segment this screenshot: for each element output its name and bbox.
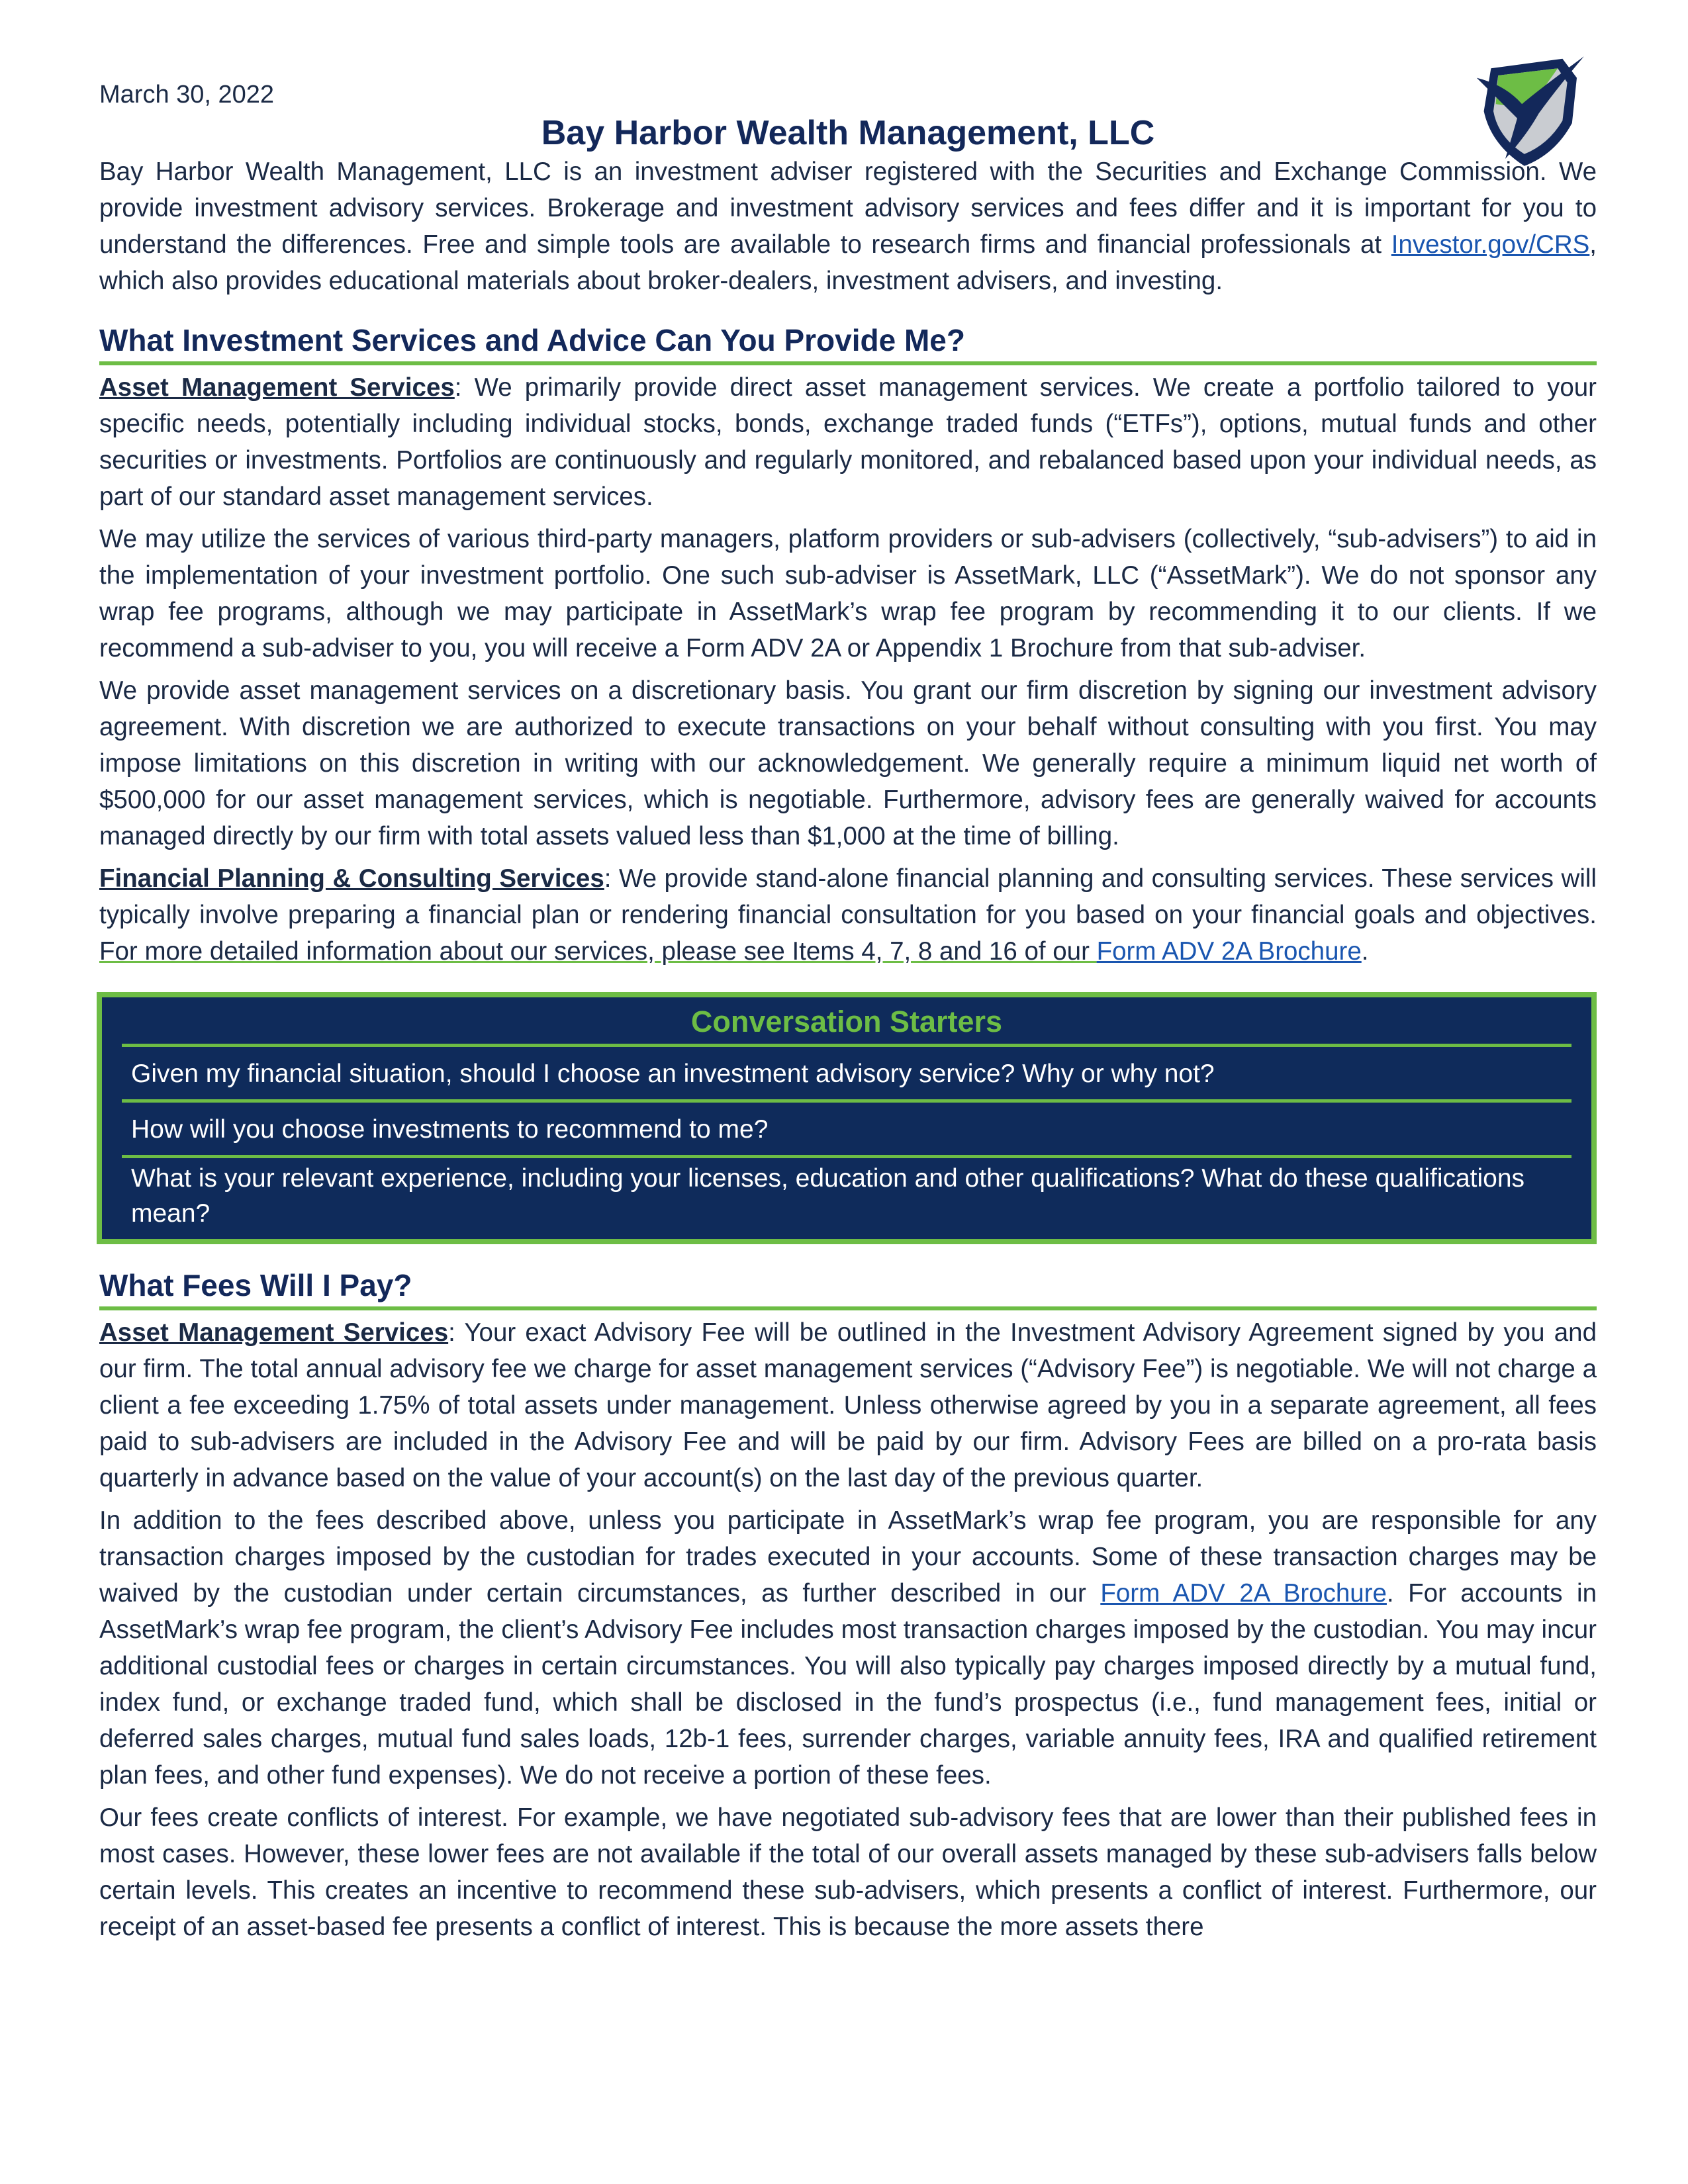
advisory-fee-paragraph: Asset Management Services: Your exact Advisory Fee will be outlined in the Investment Advisory Agreement signed by you and our firm. The total annual advisory fee we charge for asset management services (“Advisory Fee”) is negotiable. We will not charge a client a fee exceeding 1.75% of total assets under management. Unless otherwise agreed by you in a separate agreement, all fees paid to sub-advisers are included in the Advisory Fee and will be paid by our firm. Advisory Fees are billed on a pro-rata basis quarterly in advance based on the value of your account(s) on the last day of the previous quarter. [99, 1318, 1597, 1492]
sub-advisers-paragraph: We may utilize the services of various third-party managers, platform providers or sub-advisers (collectively, “sub-advisers”) to aid in the implementation of your investment portfolio. One such sub-adviser is AssetMark, LLC (“AssetMark”). We do not sponsor any wrap fee programs, although we may participate in AssetMark’s wrap fee program by recommending it to our clients. If we recommend a sub-adviser to you, you will receive a Form ADV 2A or Appendix 1 Brochure from that sub-adviser. [99, 525, 1597, 662]
form-adv-link[interactable]: Form ADV 2A Brochure [1100, 1579, 1387, 1608]
conversation-question: Given my financial situation, should I choose an investment advisory service? Why or why not? [122, 1047, 1571, 1103]
conversation-starters-title: Conversation Starters [122, 1003, 1571, 1047]
financial-planning-paragraph: Financial Planning & Consulting Services: We provide stand-alone financial planning and consulting services. These services will typically involve preparing a financial plan or rendering financial consultation for you based on your financial goals and objectives. For more detailed information about our services, please see Items 4, 7, 8 and 16 of our Form ADV 2A Brochure. [99, 864, 1597, 966]
conversation-question: What is your relevant experience, including your licenses, education and other qualifications? What do these qualifications mean? [131, 1164, 1525, 1228]
intro-paragraph: Bay Harbor Wealth Management, LLC is an investment adviser registered with the Securities and Exchange Commission. We provide investment advisory services. Brokerage and investment advisory services and fees differ and it is important for you to understand the differences. Free and simple tools are available to research firms and financial professionals at Investor.gov/CRS, which also provides educational materials about broker-dealers, investment advisers, and investing. [99, 158, 1597, 295]
document-page [99, 78, 1597, 1951]
asset-management-paragraph: Asset Management Services: We primarily provide direct asset management services. We create a portfolio tailored to your specific needs, potentially including individual stocks, bonds, exchange traded funds (“ETFs”), options, mutual funds and other securities or investments. Portfolios are continuously and regularly monitored, and rebalanced based upon your individual needs, as part of our standard asset management services. [99, 373, 1597, 511]
fees-heading: What Fees Will I Pay? [99, 1267, 1597, 1310]
discretion-paragraph: We provide asset management services on a discretionary basis. You grant our firm discretion by signing our investment advisory agreement. With discretion we are authorized to execute transactions on your behalf without consulting with you first. You may impose limitations on this discretion in writing with our acknowledgement. We generally require a minimum liquid net worth of $500,000 for our asset management services, which is negotiable. Furthermore, advisory fees are generally waived for accounts managed directly by our firm with total assets valued less than $1,000 at the time of billing. [99, 676, 1597, 850]
document-date: March 30, 2022 [99, 81, 275, 109]
form-adv-link[interactable]: Form ADV 2A Brochure [1096, 937, 1362, 966]
conversation-question: How will you choose investments to recommend to me? [122, 1103, 1571, 1158]
financial-planning-label: Financial Planning & Consulting Services [99, 864, 604, 893]
asset-management-label: Asset Management Services [99, 1318, 449, 1347]
asset-management-label: Asset Management Services [99, 373, 455, 402]
conversation-starters-box [97, 992, 1597, 1244]
conflicts-paragraph: Our fees create conflicts of interest. For example, we have negotiated sub-advisory fees that are lower than their published fees in most cases. However, these lower fees are not available if the total of our overall assets managed by these sub-advisers falls below certain levels. This creates an incentive to recommend these sub-advisers, which presents a conflict of interest. Furthermore, our receipt of an asset-based fee presents a conflict of interest. This is because the more assets there [99, 1803, 1597, 1941]
page-title: Bay Harbor Wealth Management, LLC [541, 114, 1155, 152]
transaction-charges-paragraph: In addition to the fees described above, unless you participate in AssetMark’s wrap fee program, you are responsible for any transaction charges imposed by the custodian for trades executed in your accounts. Some of these transaction charges may be waived by the custodian under certain circumstances, as further described in our Form ADV 2A Brochure. For accounts in AssetMark’s wrap fee program, the client’s Advisory Fee includes most transaction charges imposed by the custodian. You may incur additional custodial fees or charges in certain circumstances. You will also typically pay charges imposed directly by a mutual fund, index fund, or exchange traded fund, which shall be disclosed in the fund’s prospectus (i.e., fund management fees, initial or deferred sales charges, mutual fund sales loads, 12b-1 fees, surrender charges, variable annuity fees, IRA and qualified retirement plan fees, and other fund expenses). We do not receive a portion of these fees. [99, 1506, 1597, 1790]
investor-gov-link[interactable]: Investor.gov/CRS [1391, 230, 1590, 259]
services-heading: What Investment Services and Advice Can You Provide Me? [99, 322, 1597, 365]
